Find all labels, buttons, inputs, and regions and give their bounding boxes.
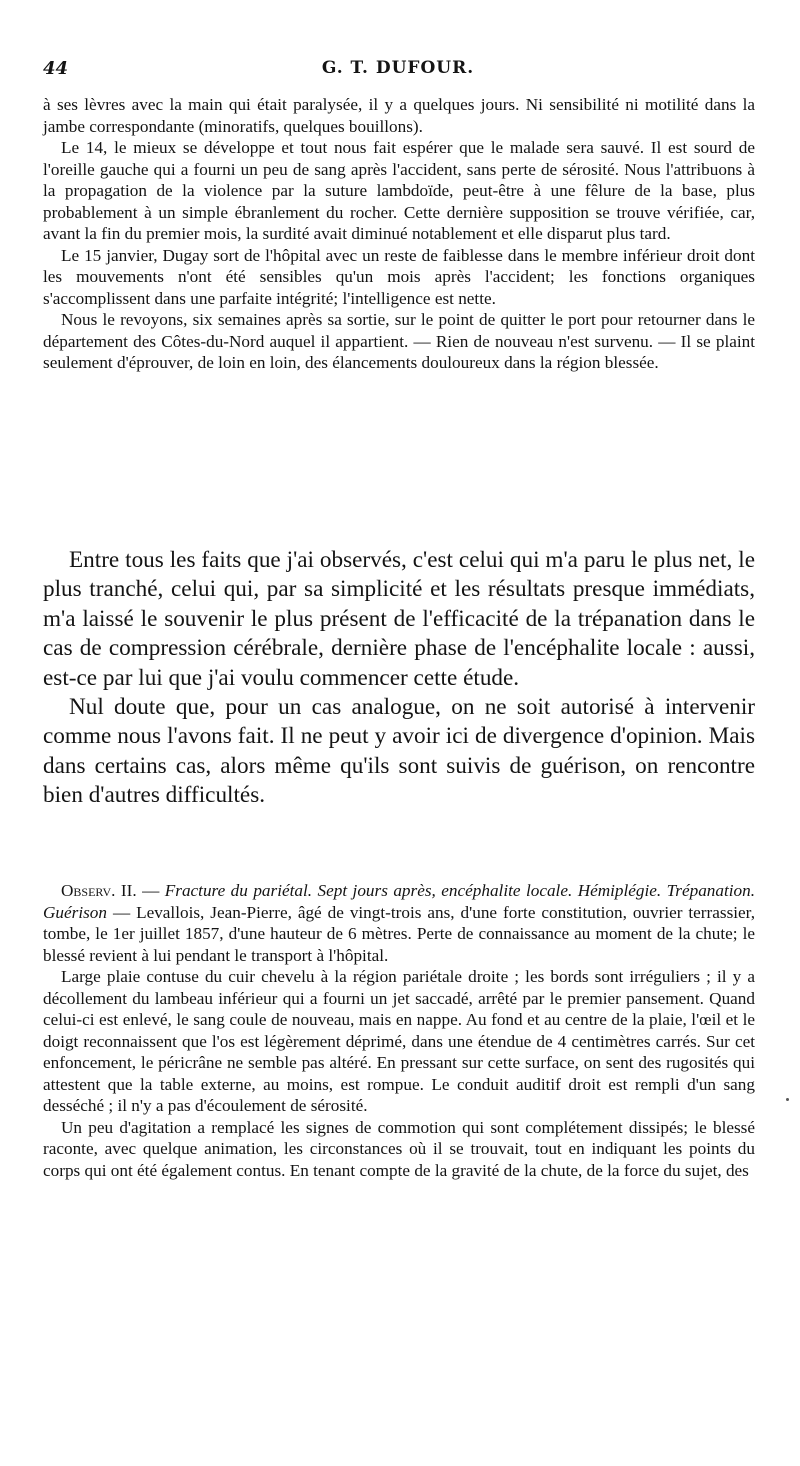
observation-label: Observ. bbox=[61, 881, 116, 900]
observation-heading: Observ. II. — Fracture du pariétal. Sept jours après, encéphalite locale. Hémiplégie. Trépanation. Guérison — Levallois, Jean-Pierre, âgé de vingt-trois ans, d'une forte constitution, ouvrier terrassier, tombe, le 1er juillet 1857, d'une hauteur de 6 mètres. Perte de connaissance au moment de la chute; le blessé revient à lui pendant le transport à l'hôpital. bbox=[43, 881, 756, 965]
page-header bbox=[43, 58, 753, 88]
observation-ii bbox=[43, 880, 755, 1181]
paragraph: Le 15 janvier, Dugay sort de l'hôpital avec un reste de faiblesse dans le membre inférieur droit dont les mouvements n'ont été sensibles qu'un mois après l'accident; les fonctions organiques s'accomplissent dans une parfaite intégrité; l'intelligence est nette. bbox=[43, 245, 755, 308]
running-title: G. T. DUFOUR. bbox=[321, 58, 475, 78]
margin-speck bbox=[786, 1098, 789, 1101]
paragraph: Nul doute que, pour un cas analogue, on ne soit autorisé à intervenir comme nous l'avons fait. Il ne peut y avoir ici de divergence d'opinion. Mais dans certains cas, alors même qu'ils sont suivis de guérison, on rencontre bien d'autres difficultés. bbox=[43, 694, 755, 809]
case-continuation bbox=[43, 94, 755, 374]
paragraph: Entre tous les faits que j'ai observés, c'est celui qui m'a paru le plus net, le plus tranché, celui qui, par sa simplicité et les résultats presque immédiats, m'a laissé le souvenir le plus présent de l'efficacité de la trépanation dans le cas de compression cérébrale, dernière phase de l'encéphalite locale : aussi, est-ce par lui que j'ai voulu commencer cette étude. bbox=[43, 547, 755, 691]
paragraph: Large plaie contuse du cuir chevelu à la région pariétale droite ; les bords sont irréguliers ; il y a décollement du lambeau inférieur qui a fourni un jet saccadé, arrêté par le premier pansement. Quand celui-ci est enlevé, le sang coule de nouveau, mais en nappe. Au fond et au centre de la plaie, l'œil et le doigt reconnaissent que l'os est légèrement déprimé, dans une étendue de 4 centimètres carrés. Sur cet enfoncement, le péricrâne ne semble pas altéré. En pressant sur cette surface, on sent des rugosités qui attestent que la table externe, au moins, est rompue. Le conduit auditif droit est rempli d'un sang desséché ; il n'y a pas d'écoulement de sérosité. bbox=[43, 967, 755, 1115]
page-number: 44 bbox=[43, 58, 69, 79]
paragraph: Un peu d'agitation a remplacé les signes de commotion qui sont complétement dissipés; le blessé raconte, avec quelque animation, les circonstances où il se trouvait, tout en indiquant les points du corps qui ont été également contus. En tenant compte de la gravité de la chute, de la force du sujet, des bbox=[43, 1117, 755, 1180]
observation-intro: — Levallois, Jean-Pierre, âgé de vingt-trois ans, d'une forte constitution, ouvrier terrassier, tombe, le 1er juillet 1857, d'une hauteur de 6 mètres. Perte de connaissance au moment de la chute; le blessé revient à lui pendant le transport à l'hôpital. bbox=[43, 902, 755, 965]
observation-title: Fracture du pariétal. Sept jours après, encéphalite locale. Hémiplégie. Trépanation. Guérison bbox=[43, 881, 756, 922]
paragraph: Le 14, le mieux se développe et tout nous fait espérer que le malade sera sauvé. Il est sourd de l'oreille gauche qui a fourni un peu de sang après l'accident, sans perte de sérosité. Nous l'attribuons à la propagation de la violence par la suture lambdoïde, peut-être à une fêlure de la base, plus probablement à un simple ébranlement du rocher. Cette dernière supposition se trouve vérifiée, car, avant la fin du premier mois, la surdité avait diminué notablement et elle disparut plus tard. bbox=[43, 138, 755, 243]
paragraph: à ses lèvres avec la main qui était paralysée, il y a quelques jours. Ni sensibilité ni motilité dans la jambe correspondante (minoratifs, quelques bouillons). bbox=[43, 95, 755, 136]
observation-number: II. bbox=[120, 881, 137, 900]
commentary bbox=[43, 546, 755, 811]
paragraph: Nous le revoyons, six semaines après sa sortie, sur le point de quitter le port pour retourner dans le département des Côtes-du-Nord auquel il appartient. — Rien de nouveau n'est survenu. — Il se plaint seulement d'éprouver, de loin en loin, des élancements douloureux dans la région blessée. bbox=[43, 310, 755, 372]
